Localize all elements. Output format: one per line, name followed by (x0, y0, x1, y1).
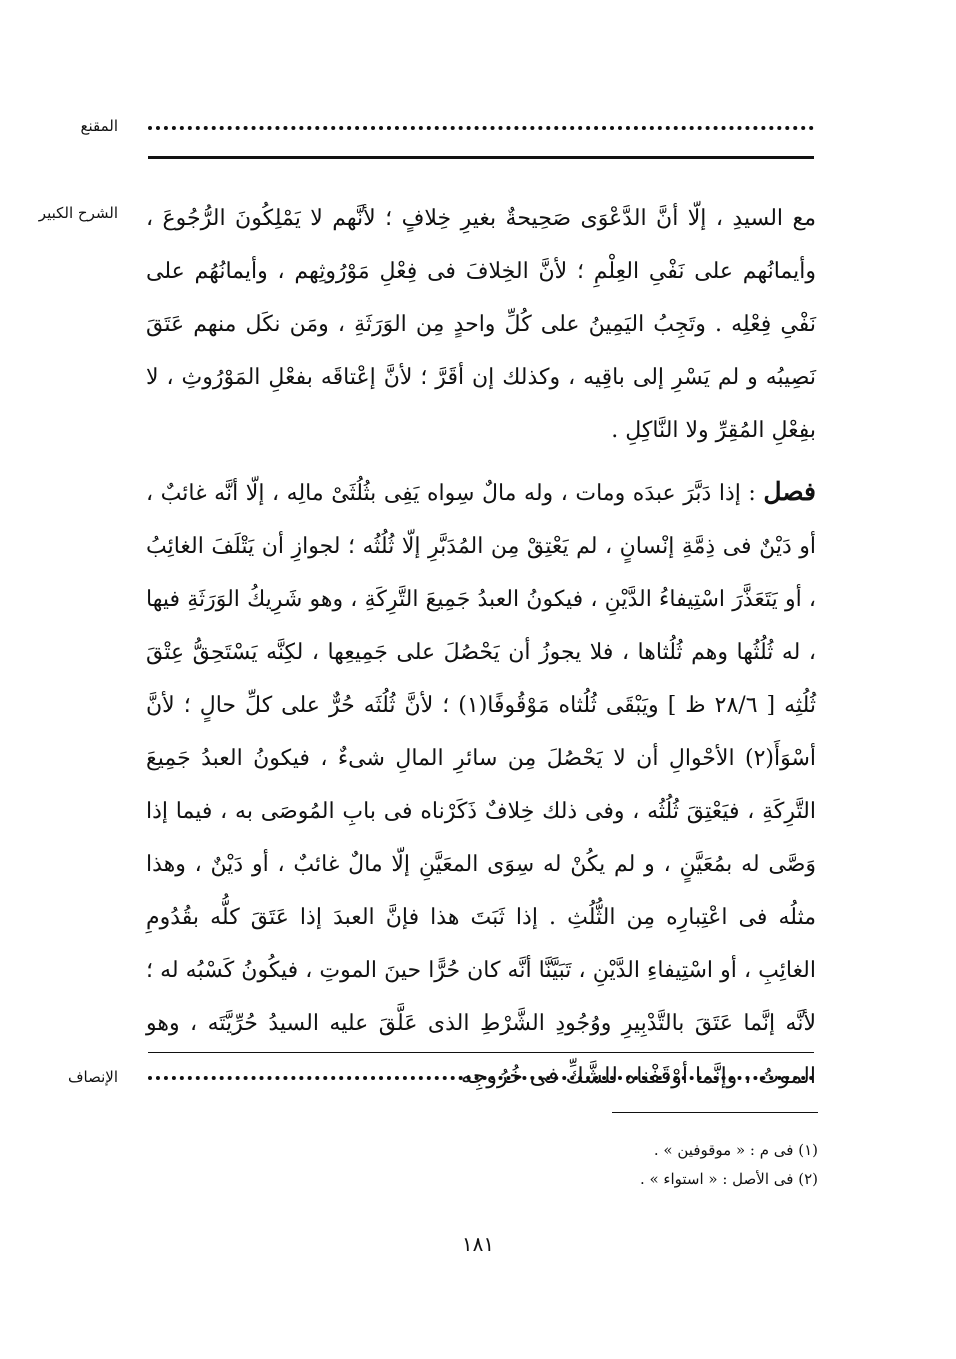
page-number: ١٨١ (461, 1232, 495, 1256)
section-heading: فصل (763, 477, 816, 506)
footnote-rule (612, 1112, 818, 1113)
bottom-dotted-rule (148, 1076, 814, 1080)
footnotes (146, 1136, 818, 1194)
margin-label-insaf: الإنصاف (67, 1068, 118, 1086)
footnote-2: (٢) فى الأصل : « استواء » . (639, 1170, 818, 1188)
margin-label-sharh: الشرح الكبير (38, 204, 118, 222)
footnote-1: (١) فى م : « موقوفين » . (653, 1141, 818, 1159)
paragraph-1: مع السيدِ ، إلّا أنَّ الدَّعْوَى صَحِيحةٌ بغيرِ خِلافٍ ؛ لأنَّهم لا يَمْلِكُونَ الرُّجُوعَ ، وأيمانُهم على نَفْىِ العِلْمِ ؛ لأنَّ الخِلافَ فى فِعْلِ مَوْرُوثِهم ، وأيمانُهُم على نَفْىِ فِعْلِه . وتَجِبُ اليَمِينُ على كُلِّ واحدٍ مِن الوَرَثَةِ ، ومَن نكَل منهم عَتَقَ نَصِيبُه و لم يَسْرِ إلى باقِيه ، وكذلك إن أقَرَّ ؛ لأنَّ إعْتاقَه بفعْلِ المَوْرُوثِ ، لا بفِعْلِ المُقِرِّ ولا النَّاكِلِ . (146, 206, 816, 443)
bottom-rule (148, 1052, 814, 1053)
paragraph-2 (146, 465, 816, 1103)
top-dotted-rule (148, 126, 814, 130)
header-rule (148, 156, 814, 159)
paragraph-2-text: : إذا دَبَّرَ عبدَه ومات ، وله مالٌ سِواه يَفِى بثُلُثَىْ مالِه ، إلّا أنَّه غائبٌ ، أو دَيْنٌ فى ذِمَّةِ إنْسانٍ ، لم يَعْتِقْ مِن المُدَبَّرِ إلّا ثُلُثُه ؛ لجوازِ أن يَتْلَفَ الغائِبُ ، أو يَتَعَذَّرَ اسْتِيفاءُ الدَّيْنِ ، فيكونُ العبدُ جَمِيعَ التَّرِكَةِ ، وهو شَرِيكُ الوَرَثَةِ فيها ، له ثُلُثُها وهم ثُلُثاها ، فلا يجوزُ أن يَحْصُلَ على جَمِيعِها ، لكِنَّه يَسْتَحِقُّ عِتْقَ ثُلُثِه [ ٢٨/٦ ظ ] ويَبْقَى ثُلُثاه مَوْقُوفًا(١) ؛ لأنَّ ثُلُثَه حُرٌّ على كلِّ حالٍ ؛ لأنَّ أسْوَأَ(٢) الأحْوالِ أن لا يَحْصُلَ مِن سائرِ المالِ شىءٌ ، فيكونُ العبدُ جَمِيعَ التَّرِكَةِ ، فيَعْتِقَ ثُلُثُه ، وفى ذلك خِلافٌ ذَكَرْناه فى بابِ المُوصَى به ، فيما إذا وَصَّى له بمُعَيَّنٍ ، و لم يكُنْ له سِوَى المعَيَّنِ إلّا مالٌ غائبٌ ، أو دَيْنٌ ، وهذا مثلُه فى اعْتِبارِه مِن الثُّلُثِ . إذا ثَبَتَ هذا فإنَّ العبدَ إذا عَتَقَ كلُّه بقُدُومِ الغائِبِ ، أو اسْتِيفاءِ الدَّيْنِ ، تَبَيَّنَّا أنَّه كان حُرًّا حينَ الموتِ ، فيكُونُ كَسْبُه له ؛ لأنَّه إنَّما عَتَقَ بالتَّدْبِيرِ ووُجُودِ الشَّرْطِ الذى عَلَّقَ عليه السيدُ حُرِّيَّتَه ، وهو الموتُ ، وإنَّما أوْقَفْناه للشَّكِّ فى خُرُوجِه (146, 481, 816, 1089)
running-title: المقنع (80, 117, 118, 135)
main-text (146, 192, 816, 1103)
